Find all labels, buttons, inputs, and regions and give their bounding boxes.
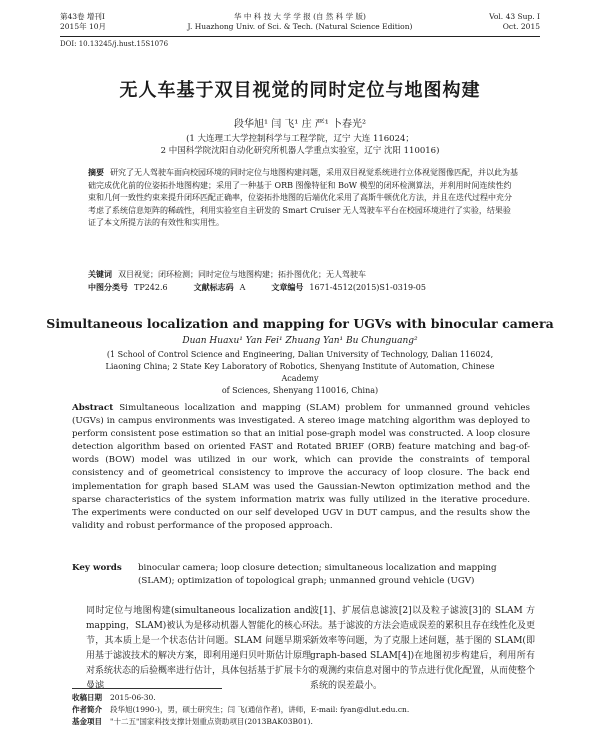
keywords-en [72, 562, 530, 588]
abstract-en-label: Abstract [72, 403, 114, 413]
journal-name-cn: 华 中 科 技 大 学 学 报 (自 然 科 学 版) [234, 12, 366, 21]
footnote-rule [72, 688, 222, 689]
abstract-en [72, 402, 530, 533]
date-cn: 2015年 10月 [60, 22, 107, 31]
header-rule [60, 36, 540, 37]
volume-cn: 第43卷 增刊I [60, 12, 105, 21]
title-en: Simultaneous localization and mapping for UGVs with binocular camera [46, 316, 554, 331]
footnote-author: 作者简介 段华旭(1990-)，男，硕士研究生；闫 飞(通信作者)，讲师，E-mail: fyan@dlut.edu.cn. [72, 705, 410, 714]
abstract-cn-text: 研究了无人驾驶车面向校园环境的同时定位与地图构建问题，采用双目视觉系统进行立体视觉图像匹配，并以此为基础完成优化前的位姿拓扑地图构建；采用了一种基于 ORB 图像特征和 BoW 模型的闭环检测算法，并利用时间连续性约束和几何一致性约束来提升闭环匹配正确率，位姿拓扑地图的后端优化采用了高斯牛顿优化方法，并且在迭代过程中充分考虑了系统信息矩阵的稀疏性，利用实验室自主研发的 Smart Cruiser 无人驾驶车平台在校园环境进行了实验，结果验证了本文所提方法的有效性和实用性。 [88, 168, 518, 227]
affiliation-en-line: of Sciences, Shenyang 110016, China) [221, 386, 379, 395]
keywords-en-label: Key words [72, 563, 122, 573]
affiliations-cn [0, 133, 600, 157]
document-code: 文献标志码 A [193, 282, 246, 292]
keywords-en-text: binocular camera; loop closure detection; simultaneous localization and mapping (SLAM); optimization of topological graph; unmanned ground vehicle (UGV) [138, 563, 497, 586]
body-column-left: 同时定位与地图构建(simultaneous localization and mapping，SLAM)被认为是移动机器人智能化的核心环节，其本质上是一个状态估计问题。SLAM 问题早期采用基于滤波技术的解决方案，即利用递归贝叶斯估计原理对系统状态的后验概率进行估计，具体包括基于扩展卡尔曼滤 [86, 606, 312, 691]
authors-en: Duan Huaxu¹ Yan Fei¹ Zhuang Yan¹ Bu Chunguang² [182, 336, 418, 346]
title-cn: 无人车基于双目视觉的同时定位与地图构建 [119, 80, 481, 101]
doi: DOI: 10.13245/j.hust.15S1076 [60, 40, 169, 48]
keywords-cn-label: 关键词 [88, 269, 112, 279]
affiliation-cn-line: 2 中国科学院沈阳自动化研究所机器人学重点实验室，辽宁 沈阳 110016) [160, 146, 440, 156]
volume-en: Vol. 43 Sup. I [489, 12, 540, 21]
body-column-right: 波[1]、扩展信息滤波[2]以及粒子滤波[3]的 SLAM 方法。基于滤波的方法会造成误差的累积且存在线性化及更新效率等问题，为了克服上述问题，基于图的 SLAM(即 graph-based SLAM[4])在地图初步构建后，利用所有的观测约束信息对图中的节点进行优化配置，从而使整个系统的误差最小。 [310, 606, 536, 691]
footnote-funding: 基金项目 "十二五"国家科技支撑计划重点资助项目(2013BAK03B01). [72, 717, 313, 726]
abstract-en-text: Simultaneous localization and mapping (SLAM) problem for unmanned ground vehicles (UGVs) in campus environments was investigated. A stereo image matching algorithm was deployed to perform consistent pose estimation so that an initial pose-graph model was constructed. A loop closure detection algorithm based on oriented FAST and Rotated BRIEF (ORB) feature matching and bag-of-words (BOW) model was utilized in our work, which can provide the constraints of temporal consistency and of geometrical consistency to improve the accuracy of loop closure. The back end implementation for graph based SLAM was used the Gaussian-Newton optimization method and the sparse characteristics of the system information matrix was fully utilized in the iterative procedure. The experiments were conducted on our self developed UGV in DUT campus, and the results show the validity and robust performance of the proposed approach. [72, 403, 530, 531]
keywords-cn [88, 268, 518, 281]
footnote-received: 收稿日期 2015-06-30. [72, 693, 156, 702]
affiliation-en-line: (1 School of Control Science and Engineering, Dalian University of Technology, Dalian 116024, [106, 350, 494, 359]
abstract-cn [88, 166, 518, 230]
abstract-cn-label: 摘要 [88, 167, 104, 177]
keywords-cn-text: 双目视觉；闭环检测；同时定位与地图构建；拓扑图优化；无人驾驶车 [118, 270, 366, 279]
authors-cn: 段华旭¹ 闫 飞¹ 庄 严¹ 卜春光² [234, 119, 366, 130]
date-en: Oct. 2015 [502, 22, 540, 31]
affiliation-cn-line: (1 大连理工大学控制科学与工程学院，辽宁 大连 116024； [186, 134, 414, 144]
affiliation-en-line: Liaoning China; 2 State Key Laboratory of Robotics, Shenyang Institute of Automation, Chinese Academy [105, 362, 495, 383]
journal-name-en: J. Huazhong Univ. of Sci. & Tech. (Natural Science Edition) [187, 22, 413, 31]
article-number: 文章编号 1671-4512(2015)S1-0319-05 [271, 282, 426, 292]
clc-number: 中图分类号 TP242.6 [88, 282, 168, 292]
running-header [60, 12, 540, 32]
classification-cn [88, 282, 518, 293]
affiliations-en [90, 349, 510, 397]
